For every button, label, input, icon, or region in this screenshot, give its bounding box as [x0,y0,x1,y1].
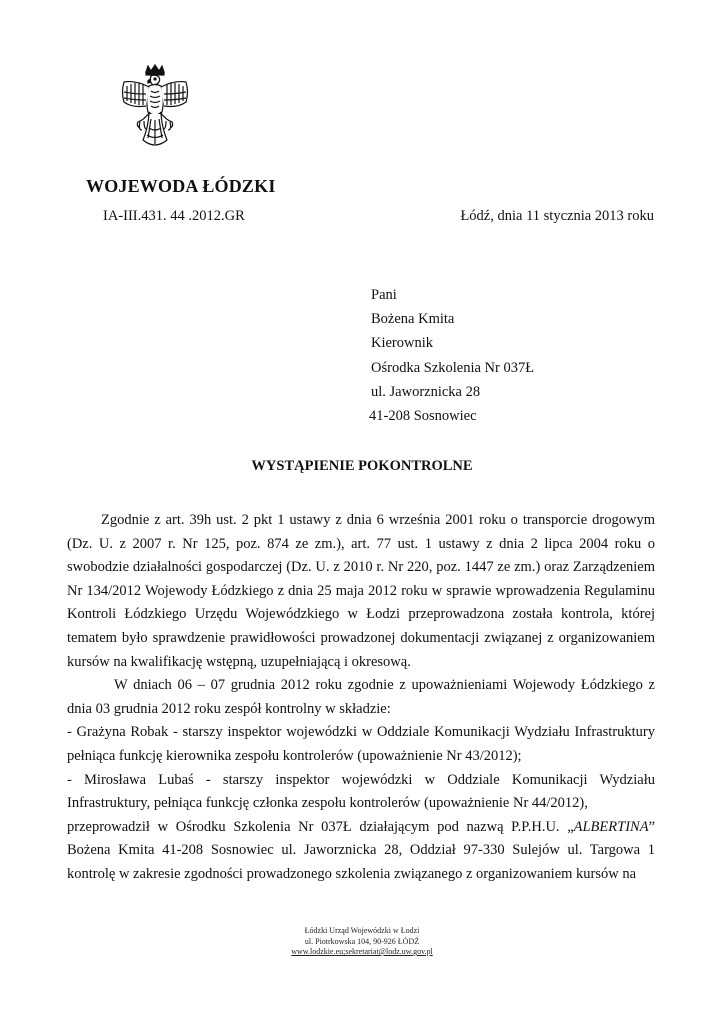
document-title: WYSTĄPIENIE POKONTROLNE [251,458,473,474]
recipient-street: ul. Jaworznicka 28 [371,383,481,400]
recipient-salutation: Pani [371,287,397,303]
letter-body [67,509,655,887]
polish-eagle-emblem-icon [118,64,192,154]
company-name: ALBERTINA [573,818,649,835]
reference-number: IA-III.431. 44 .2012.GR [103,208,245,224]
scope-text-before: przeprowadził w Ośrodku Szkolenia Nr 037Ł działającym pod nazwą P.P.H.U. „ [67,818,574,835]
paragraph-inspection-dates: W dniach 06 – 07 grudnia 2012 roku zgodnie z upoważnieniami Wojewody Łódzkiego z dnia 03 grudnia 2012 roku zespół kontrolny w składzie: [67,677,655,717]
footer-office-name: Łódzki Urząd Wojewódzki w Łodzi [304,926,420,935]
paragraph-legal-basis: Zgodnie z art. 39h ust. 2 pkt 1 ustawy z dnia 6 września 2001 roku o transporcie drogowym (Dz. U. z 2007 r. Nr 125, poz. 874 ze zm.), art. 77 ust. 1 ustawy z dnia 2 lipca 2004 roku o swobodzie działalności gospodarczej (Dz. U. z 2010 r. Nr 220, poz. 1447 ze zm.) oraz Zarządzeniem Nr 134/2012 Wojewody Łódzkiego z dnia 25 maja 2012 roku w sprawie wprowadzenia Regulaminu Kontroli Łódzkiego Urzędu Wojewódzkiego w Łodzi przeprowadzona została kontrola, której tematem było sprawdzenie prawidłowości prowadzonej dokumentacji związanej z organizowaniem kursów na kwalifikację wstępną, uzupełniającą i okresową. [67,512,655,670]
inspection-team-member-2: - Mirosława Lubaś - starszy inspektor wojewódzki w Oddziale Komunikacji Wydziału Infrastruktury, pełniąca funkcję członka zespołu kontrolerów (upoważnienie Nr 44/2012), [67,771,655,812]
inspection-team-member-1: - Grażyna Robak - starszy inspektor wojewódzki w Oddziale Komunikacji Wydziału Infrastruktury pełniąca funkcję kierownika zespołu kontrolerów (upoważnienie Nr 43/2012); [67,724,655,764]
paragraph-inspection-scope [67,816,655,887]
footer-website-link[interactable]: www.lodzkie.eu;sekretariat@lodz.uw.gov.pl [291,947,433,956]
date-line: Łódź, dnia 11 stycznia 2013 roku [460,208,654,224]
recipient-address-block [371,283,534,428]
recipient-position: Kierownik [371,335,434,352]
issuing-authority: WOJEWODA ŁÓDZKI [86,176,276,196]
footer-address: ul. Piotrkowska 104, 90-926 ŁÓDŹ [304,936,420,946]
recipient-city: 41-208 Sosnowiec [369,408,477,425]
scope-text-after: ” Bożena Kmita 41-208 Sosnowiec ul. Jaworznicka 28, Oddział 97-330 Sulejów ul. Targowa 1 kontrolę w zakresie zgodności prowadzonego szkolenia związanego z organizowaniem kursów na [67,818,655,882]
recipient-organization: Ośrodka Szkolenia Nr 037Ł [371,359,535,376]
recipient-name: Bożena Kmita [371,311,455,328]
page-footer [0,926,724,958]
